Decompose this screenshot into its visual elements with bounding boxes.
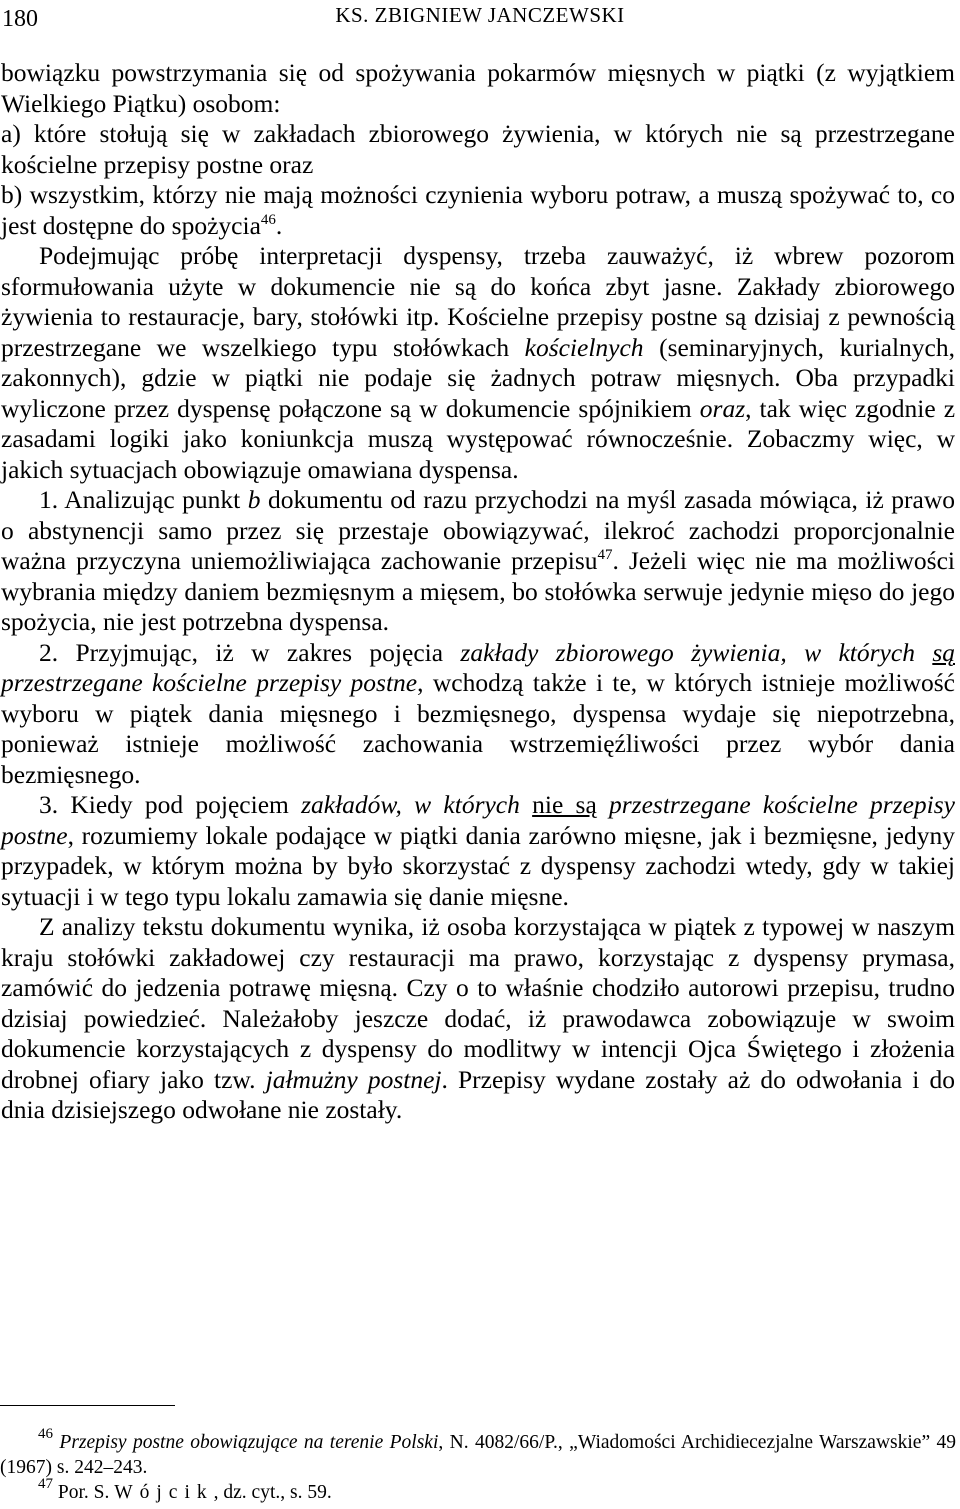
underlined-text: są xyxy=(932,637,955,667)
footnote-number: 47 xyxy=(38,1476,53,1492)
list-item-a xyxy=(1,119,955,180)
body-text xyxy=(1,58,955,1126)
footnote-47 xyxy=(0,1476,956,1505)
underlined-text: nie są xyxy=(532,790,597,819)
text-span: 3. Kiedy pod pojęciem xyxy=(39,790,302,819)
text-span: 1. Analizując punkt xyxy=(39,485,248,514)
italic-text: zakłady zbiorowego żywienia, w których xyxy=(460,637,933,667)
text-span: . xyxy=(275,210,283,240)
footnote-46 xyxy=(0,1426,956,1480)
paragraph xyxy=(1,241,955,485)
text-span: dokumentu od razu przychodzi na myśl zasada mówiąca, iż prawo o abstynencji samo przez się przestaje obowiązywać, ilekroć zachodzi proporcjonalnie ważna przyczyna uniemożliwiająca zachowanie przepisu xyxy=(1,485,955,575)
italic-text: kościelnych xyxy=(524,332,644,362)
page-number: 180 xyxy=(2,6,38,32)
text-span: 2. Przyjmując, iż w zakres pojęcia xyxy=(39,637,461,667)
text-span: (seminaryjnych, kurialnych, zakonnych), gdzie w piątki nie podaje się żadnych potraw mięsnych. Oba przypadki wyliczone przez dyspensę połączone są w dokumencie spójnikiem xyxy=(1,332,955,423)
text-span: , tak więc zgodnie z zasadami logiki jako koniunkcja muszą występować równocześnie. Zobaczmy więc, w jakich sytuacjach obowiązuje omawiana dyspensa. xyxy=(1,393,956,484)
author-name: Wójcik xyxy=(114,1482,214,1503)
italic-text: oraz xyxy=(699,393,746,423)
text-span: , dz. cyt., s. 59. xyxy=(213,1482,332,1503)
italic-text: b xyxy=(247,485,261,514)
paragraph xyxy=(1,790,955,912)
list-item-b xyxy=(1,180,955,241)
italic-text: przestrzegane kościelne przepisy postne xyxy=(1,790,955,850)
text-span: bowiązku powstrzymania się od spożywania pokarmów mięsnych w piątki (z wyjątkiem Wielkiego Piątku) osobom: xyxy=(1,58,955,118)
text-span: . Jeżeli więc nie ma możliwości wybrania między daniem bezmięsnym a mięsem, bo stołówka serwuje jedynie mięso do jego spożycia, nie jest potrzebna dyspensa. xyxy=(1,546,955,636)
footnote-ref: 47 xyxy=(597,547,613,563)
text-span: , rozumiemy lokale podające w piątki dania zarówno mięsne, jak i bezmięsne, jedyny przypadek, w którym można by było skorzystać z dyspensy zachodzi wtedy, gdy w takiej sytuacji i w tego typu lokalu zamawia się danie mięsne. xyxy=(1,820,955,911)
italic-text: Przepisy postne obowiązujące na terenie Polski xyxy=(59,1432,439,1453)
text-span: , N. 4082/66/P., „Wiadomości Archidiecezjalne Warszawskie” 49 (1967) s. 242–243. xyxy=(0,1432,956,1478)
text-span: b) wszystkim, którzy nie mają możności czynienia wyboru potraw, a muszą spożywać to, co jest dostępne do spożycia xyxy=(1,180,955,240)
footnotes xyxy=(0,1426,956,1505)
text-span: Podejmując próbę interpretacji dyspensy, trzeba zauważyć, iż wbrew pozorom sformułowania użyte w dokumencie nie są do końca zbyt jasne. Zakłady zbiorowego żywienia to restauracje, bary, stołówki itp. Kościelne przepisy postne są dzisiaj z pewnością przestrzegane we wszelkiego typu stołówkach xyxy=(1,241,955,362)
page-header xyxy=(0,0,960,40)
text-span: , wchodzą także i te, w których istnieje możliwość wyboru w piątek dania mięsnego i bezmięsnego, dyspensa wydaje się niepotrzebna, ponieważ istnieje możliwość zachowania wstrzemięźliwości przez wybór dania bezmięsnego. xyxy=(1,668,955,789)
italic-text: jałmużny postnej xyxy=(265,1064,442,1094)
italic-text: zakładów, w których xyxy=(301,790,533,819)
running-title: KS. ZBIGNIEW JANCZEWSKI xyxy=(335,3,625,27)
paragraph xyxy=(1,638,955,791)
text-span: a) które stołują się w zakładach zbiorowego żywienia, w których nie są przestrzegane kościelne przepisy postne oraz xyxy=(1,119,955,179)
text-span: . Przepisy wydane zostały aż do odwołania i do dnia dzisiejszego odwołane nie zostały. xyxy=(1,1064,955,1124)
paragraph xyxy=(1,912,955,1126)
footnote-ref: 46 xyxy=(260,211,276,228)
paragraph xyxy=(1,485,955,638)
text-span: Por. S. xyxy=(57,1482,115,1503)
paragraph xyxy=(1,58,955,119)
italic-text: przestrzegane kościelne przepisy postne xyxy=(1,668,418,697)
footnote-divider xyxy=(0,1405,175,1406)
footnote-number: 46 xyxy=(38,1426,53,1442)
text-span: Z analizy tekstu dokumentu wynika, iż osoba korzystająca w piątek z typowej w naszym kraju stołówki zakładowej czy restauracji ma prawo, korzystając z dyspensy prymasa, zamówić do jedzenia potrawę mięsną. Czy o to właśnie chodziło autorowi przepisu, trudno dzisiaj powiedzieć. Należałoby jeszcze dodać, iż prawodawca zobowiązuje w swoim dokumencie korzystających z dyspensy do modlitwy w intencji Ojca Świętego i złożenia drobnej ofiary jako tzw. xyxy=(1,912,955,1094)
